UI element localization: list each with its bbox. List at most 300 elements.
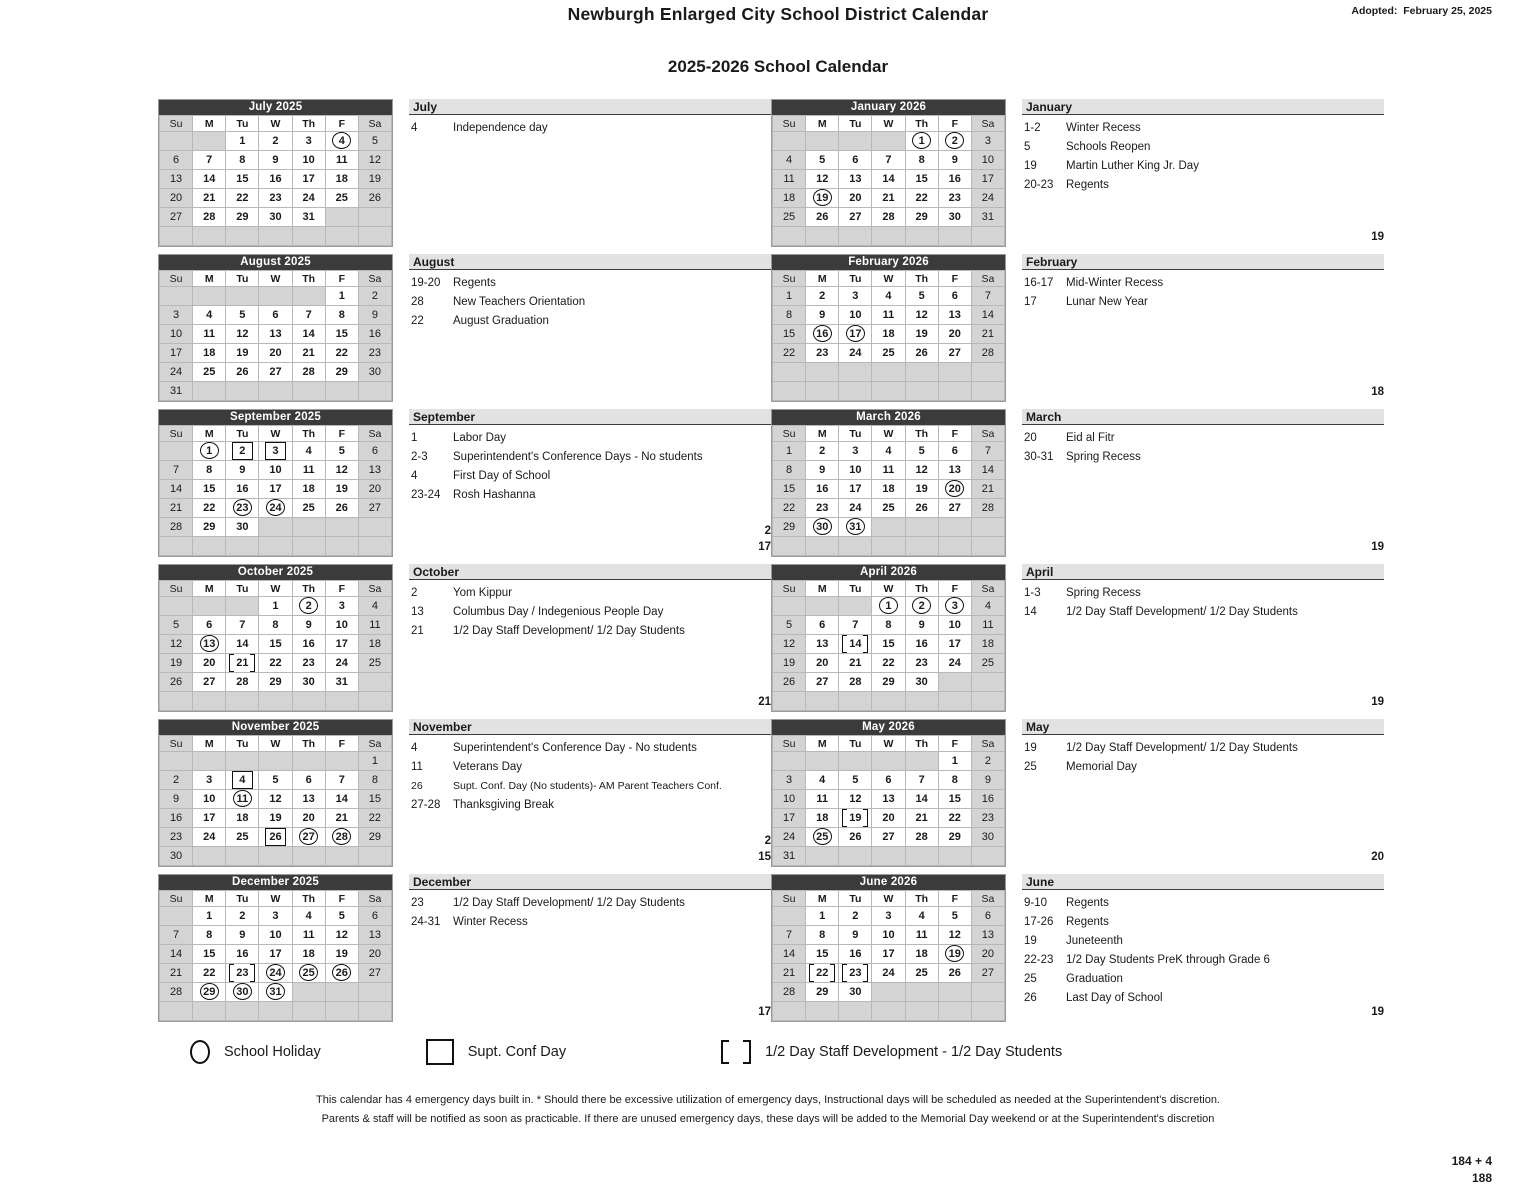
- day-cell-25: [193, 363, 226, 382]
- event-description: Winter Recess: [453, 916, 528, 928]
- day-cell-8: [193, 461, 226, 480]
- day-cell-21: [193, 189, 226, 208]
- day-cell-empty: [773, 382, 806, 401]
- month-day-count: [758, 694, 771, 710]
- day-cell-empty: [773, 363, 806, 382]
- day-cell-empty: [292, 518, 325, 537]
- events-header: March: [1022, 409, 1384, 425]
- day-cell-25: [226, 828, 259, 847]
- day-cell-16: [226, 480, 259, 499]
- day-cell-16: [358, 325, 391, 344]
- day-number: 24: [269, 967, 282, 979]
- day-cell-18: [971, 635, 1004, 654]
- day-cell-22: [193, 499, 226, 518]
- mini-calendar-may2026: [771, 719, 1006, 867]
- day-cell-25: [872, 344, 905, 363]
- day-number: 20: [368, 948, 382, 960]
- day-number: 28: [849, 676, 862, 688]
- event-date: 17-26: [1024, 916, 1054, 928]
- day-cell-empty: [259, 287, 292, 306]
- day-number: 5: [918, 290, 925, 302]
- event-date: 30-31: [1024, 451, 1054, 463]
- day-cell-29: [193, 518, 226, 537]
- legend-item-circle: [190, 1040, 321, 1064]
- day-number: 19: [335, 483, 348, 495]
- day-cell-28: [905, 828, 938, 847]
- day-number: 18: [816, 812, 829, 824]
- event-date: 23: [411, 897, 424, 909]
- day-cell-empty: [259, 752, 292, 771]
- day-cell-empty: [806, 382, 839, 401]
- event-date: 20-23: [1024, 179, 1054, 191]
- footnote-line-1: This calendar has 4 emergency days built in. * Should there be excessive utilization of emergency days, Instructional days will be scheduled as needed at the Superintendent's discretion.: [315, 1094, 1220, 1106]
- week-row: [773, 480, 1005, 499]
- day-cell-empty: [971, 1002, 1004, 1021]
- day-number: 13: [203, 638, 216, 650]
- day-cell-7: [226, 616, 259, 635]
- day-count-value: 17: [758, 1006, 771, 1018]
- legend-label: Supt. Conf Day: [467, 1044, 567, 1060]
- day-number: 20: [948, 328, 961, 340]
- day-number: 14: [335, 793, 348, 805]
- day-cell-31: [292, 208, 325, 227]
- weekday-header-m: M: [806, 581, 839, 597]
- day-cell-15: [193, 480, 226, 499]
- day-number: 27: [981, 967, 995, 979]
- day-number: 6: [984, 910, 991, 922]
- event-date: 26: [411, 780, 423, 792]
- week-row: [160, 847, 392, 866]
- month-day-count: [1371, 1004, 1384, 1020]
- day-number: 30: [269, 211, 282, 223]
- day-number: 15: [882, 638, 895, 650]
- week-row: [160, 344, 392, 363]
- day-number: 18: [203, 347, 216, 359]
- day-cell-empty: [292, 692, 325, 711]
- day-cell-22: [938, 809, 971, 828]
- day-cell-14: [160, 945, 193, 964]
- week-row: [773, 287, 1005, 306]
- event-row: [409, 777, 771, 796]
- day-cell-5: [905, 287, 938, 306]
- day-cell-empty: [905, 227, 938, 246]
- weekday-header-tu: Tu: [839, 891, 872, 907]
- day-cell-14: [971, 461, 1004, 480]
- day-cell-15: [806, 945, 839, 964]
- day-number: 1: [206, 910, 213, 922]
- day-cell-5: [839, 771, 872, 790]
- day-cell-21: [905, 809, 938, 828]
- event-row: [409, 796, 771, 815]
- day-cell-empty: [971, 518, 1004, 537]
- event-date: 25: [1024, 761, 1037, 773]
- day-cell-14: [971, 306, 1004, 325]
- day-number: 19: [335, 948, 348, 960]
- day-count-value: 20: [1371, 851, 1384, 863]
- day-cell-21: [292, 344, 325, 363]
- day-number: 7: [984, 445, 991, 457]
- day-cell-empty: [905, 692, 938, 711]
- day-cell-empty: [259, 1002, 292, 1021]
- day-cell-24: [839, 499, 872, 518]
- day-number: 2: [371, 290, 378, 302]
- day-cell-15: [773, 325, 806, 344]
- day-number: 18: [882, 483, 895, 495]
- day-number: 25: [882, 502, 895, 514]
- day-cell-30: [160, 847, 193, 866]
- day-cell-29: [905, 208, 938, 227]
- event-row: [1022, 429, 1384, 448]
- day-cell-27-circle: [292, 828, 325, 847]
- day-cell-15: [938, 790, 971, 809]
- day-cell-3: [773, 771, 806, 790]
- day-cell-30-circle: [806, 518, 839, 537]
- event-row: [1022, 119, 1384, 138]
- weekday-header-tu: Tu: [839, 581, 872, 597]
- day-number: 22: [335, 347, 348, 359]
- day-number: 17: [269, 948, 282, 960]
- event-date: 25: [1024, 973, 1037, 985]
- day-cell-8: [259, 616, 292, 635]
- day-number: 27: [368, 502, 382, 514]
- day-cell-28: [971, 344, 1004, 363]
- week-row: [160, 673, 392, 692]
- day-number: 12: [335, 929, 348, 941]
- weekday-header-w: W: [259, 581, 292, 597]
- day-cell-7: [872, 151, 905, 170]
- day-cell-4: [971, 597, 1004, 616]
- day-cell-17: [259, 480, 292, 499]
- day-cell-empty: [872, 382, 905, 401]
- weekday-header-tu: Tu: [839, 736, 872, 752]
- day-cell-8: [358, 771, 391, 790]
- day-number: 18: [981, 638, 995, 650]
- grand-total-value: 184 + 4: [1451, 1154, 1492, 1168]
- month-block-dec2025: [158, 874, 771, 1029]
- day-cell-empty: [160, 1002, 193, 1021]
- day-number: 16: [368, 328, 382, 340]
- day-cell-empty: [872, 132, 905, 151]
- weekday-header-sa: Sa: [358, 426, 391, 442]
- weekday-header-su: Su: [160, 891, 193, 907]
- day-cell-30: [938, 208, 971, 227]
- day-number: 3: [786, 774, 793, 786]
- day-cell-7: [325, 771, 358, 790]
- events-header: February: [1022, 254, 1384, 270]
- day-number: 23: [169, 831, 183, 843]
- day-cell-empty: [773, 752, 806, 771]
- events-list: [1022, 274, 1384, 312]
- day-number: 30: [236, 521, 249, 533]
- day-number: 9: [371, 309, 378, 321]
- week-row: [773, 325, 1005, 344]
- day-number: 22: [269, 657, 282, 669]
- weekday-header-f: F: [938, 891, 971, 907]
- day-cell-empty: [971, 692, 1004, 711]
- day-cell-empty: [193, 132, 226, 151]
- week-row: [160, 325, 392, 344]
- weekday-header-tu: Tu: [226, 736, 259, 752]
- day-number: 26: [915, 502, 928, 514]
- day-cell-1: [806, 907, 839, 926]
- day-cell-16: [292, 635, 325, 654]
- day-number: 3: [852, 445, 859, 457]
- day-number: 13: [368, 464, 382, 476]
- week-row: [160, 442, 392, 461]
- day-number: 14: [236, 638, 249, 650]
- weekday-header-sa: Sa: [971, 736, 1004, 752]
- day-cell-3: [325, 597, 358, 616]
- events-header: December: [409, 874, 771, 890]
- week-row: [160, 635, 392, 654]
- day-cell-empty: [806, 537, 839, 556]
- day-number: 10: [782, 793, 796, 805]
- day-cell-12: [160, 635, 193, 654]
- day-number: 14: [882, 173, 895, 185]
- month-title: November 2025: [159, 720, 392, 735]
- day-number: 21: [981, 328, 995, 340]
- day-cell-empty: [226, 847, 259, 866]
- day-number: 26: [915, 347, 928, 359]
- day-number: 13: [981, 929, 995, 941]
- day-cell-21: [839, 654, 872, 673]
- day-number: 24: [302, 192, 315, 204]
- day-number: 26: [236, 366, 249, 378]
- day-number: 21: [236, 657, 249, 669]
- day-number: 14: [169, 948, 183, 960]
- day-number: 27: [368, 967, 382, 979]
- day-number: 5: [239, 309, 246, 321]
- day-cell-empty: [971, 537, 1004, 556]
- mini-calendar-jan2026: [771, 99, 1006, 247]
- day-cell-28: [226, 673, 259, 692]
- events-header: January: [1022, 99, 1384, 115]
- events-panel-jul2025: [409, 99, 771, 249]
- day-cell-8: [325, 306, 358, 325]
- weekday-header-w: W: [872, 891, 905, 907]
- day-number: 10: [981, 154, 995, 166]
- day-number: 29: [782, 521, 796, 533]
- events-list: [1022, 739, 1384, 777]
- day-number: 7: [885, 154, 892, 166]
- day-number: 22: [782, 502, 796, 514]
- day-cell-17: [259, 945, 292, 964]
- day-cell-2: [226, 907, 259, 926]
- events-panel-mar2026: [1022, 409, 1384, 559]
- day-cell-empty: [806, 597, 839, 616]
- day-number: 30: [948, 211, 961, 223]
- day-number: 10: [269, 464, 282, 476]
- week-row: [160, 151, 392, 170]
- day-number: 18: [302, 948, 315, 960]
- day-cell-empty: [905, 752, 938, 771]
- day-number: 28: [335, 831, 348, 843]
- weekday-header-tu: Tu: [839, 426, 872, 442]
- day-cell-18: [193, 344, 226, 363]
- day-cell-26: [839, 828, 872, 847]
- day-cell-empty: [872, 537, 905, 556]
- day-number: 7: [984, 290, 991, 302]
- week-row: [160, 363, 392, 382]
- day-number: 26: [849, 831, 862, 843]
- day-cell-13: [872, 790, 905, 809]
- day-cell-12: [806, 170, 839, 189]
- day-cell-25: [872, 499, 905, 518]
- day-cell-20: [160, 189, 193, 208]
- day-number: 19: [169, 657, 183, 669]
- event-description: Mid-Winter Recess: [1066, 277, 1164, 289]
- day-cell-empty: [160, 132, 193, 151]
- day-cell-empty: [259, 847, 292, 866]
- day-number: 10: [882, 929, 895, 941]
- day-cell-6: [358, 442, 391, 461]
- day-cell-28: [160, 518, 193, 537]
- document-header: [0, 0, 1536, 77]
- day-number: 16: [948, 173, 961, 185]
- day-cell-10: [872, 926, 905, 945]
- day-number: 12: [915, 464, 928, 476]
- weekday-header-su: Su: [773, 426, 806, 442]
- week-row: [773, 132, 1005, 151]
- events-list: [409, 119, 771, 138]
- event-row: [1022, 603, 1384, 622]
- day-cell-4-square: [226, 771, 259, 790]
- day-number: 8: [338, 309, 345, 321]
- week-row: [160, 287, 392, 306]
- calendar-grid: [0, 99, 1536, 1029]
- day-cell-2-circle: [292, 597, 325, 616]
- day-number: 27: [849, 211, 862, 223]
- day-cell-9: [971, 771, 1004, 790]
- day-number: 6: [371, 445, 378, 457]
- week-row: [773, 344, 1005, 363]
- day-cell-20-circle: [938, 480, 971, 499]
- day-number: 4: [371, 600, 378, 612]
- event-date: 22-23: [1024, 954, 1054, 966]
- day-cell-empty: [905, 537, 938, 556]
- day-cell-31: [971, 208, 1004, 227]
- day-number: 9: [819, 464, 826, 476]
- event-description: Independence day: [453, 122, 548, 134]
- day-cell-7: [839, 616, 872, 635]
- day-number: 15: [203, 948, 216, 960]
- day-cell-7: [193, 151, 226, 170]
- day-number: 2: [272, 135, 279, 147]
- day-cell-6: [806, 616, 839, 635]
- events-list: [409, 894, 771, 932]
- day-cell-25: [905, 964, 938, 983]
- weekday-header-th: Th: [292, 426, 325, 442]
- day-number: 16: [269, 173, 282, 185]
- day-number: 31: [302, 211, 315, 223]
- day-cell-25: [971, 654, 1004, 673]
- day-cell-3: [872, 907, 905, 926]
- week-row: [160, 189, 392, 208]
- calendar-column-left: [158, 99, 771, 1029]
- day-number: 25: [335, 192, 348, 204]
- day-number: 29: [882, 676, 895, 688]
- day-number: 8: [951, 774, 958, 786]
- event-date: 17: [1024, 296, 1037, 308]
- weekday-header-m: M: [193, 271, 226, 287]
- day-number: 12: [269, 793, 282, 805]
- event-description: Regents: [453, 277, 496, 289]
- day-cell-16: [259, 170, 292, 189]
- day-cell-19: [325, 945, 358, 964]
- weekday-header-f: F: [325, 736, 358, 752]
- day-cell-2-circle: [905, 597, 938, 616]
- day-cell-empty: [292, 983, 325, 1002]
- day-cell-19: [325, 480, 358, 499]
- day-number: 8: [206, 929, 213, 941]
- day-cell-empty: [193, 227, 226, 246]
- day-cell-1: [773, 442, 806, 461]
- footnote-line-2: Parents & staff will be notified as soon as practicable. If there are unused emergency days, these days will be added to the Memorial Day weekend or at the Superintendent's discretion: [321, 1113, 1215, 1125]
- day-cell-empty: [872, 363, 905, 382]
- weekday-header-w: W: [259, 271, 292, 287]
- day-cell-17: [839, 480, 872, 499]
- day-number: 10: [335, 619, 348, 631]
- day-cell-empty: [193, 287, 226, 306]
- month-block-sep2025: [158, 409, 771, 564]
- day-cell-9: [806, 461, 839, 480]
- weekday-header-tu: Tu: [839, 271, 872, 287]
- day-number: 23: [816, 502, 829, 514]
- events-list: [409, 584, 771, 641]
- day-number: 3: [173, 309, 180, 321]
- day-number: 22: [203, 967, 216, 979]
- day-number: 12: [236, 328, 249, 340]
- day-cell-empty: [839, 752, 872, 771]
- day-number: 7: [173, 929, 180, 941]
- event-row: [409, 894, 771, 913]
- day-number: 21: [882, 192, 895, 204]
- day-number: 24: [782, 831, 796, 843]
- weekday-header-su: Su: [160, 581, 193, 597]
- day-cell-12: [358, 151, 391, 170]
- circle-symbol-icon: [190, 1040, 210, 1064]
- weekday-header-tu: Tu: [226, 271, 259, 287]
- events-header: November: [409, 719, 771, 735]
- events-list: [1022, 429, 1384, 467]
- day-number: 16: [236, 948, 249, 960]
- day-cell-16: [971, 790, 1004, 809]
- weekday-header-su: Su: [160, 116, 193, 132]
- day-number: 1: [786, 290, 793, 302]
- events-list: [409, 274, 771, 331]
- day-number: 8: [885, 619, 892, 631]
- events-header: September: [409, 409, 771, 425]
- day-number: 30: [849, 986, 862, 998]
- day-cell-29: [259, 673, 292, 692]
- day-cell-10: [773, 790, 806, 809]
- day-number: 17: [203, 812, 216, 824]
- day-cell-3: [839, 442, 872, 461]
- events-panel-apr2026: [1022, 564, 1384, 714]
- day-number: 18: [302, 483, 315, 495]
- day-number: 1: [951, 755, 958, 767]
- day-cell-empty: [839, 132, 872, 151]
- day-cell-13: [971, 926, 1004, 945]
- week-row: [160, 537, 392, 556]
- mini-calendar-aug2025: [158, 254, 393, 402]
- event-description: Columbus Day / Indegenious People Day: [453, 606, 664, 618]
- day-number: 29: [269, 676, 282, 688]
- weekday-header-su: Su: [773, 891, 806, 907]
- day-number: 13: [849, 173, 862, 185]
- day-number: 14: [782, 948, 796, 960]
- day-cell-19: [226, 344, 259, 363]
